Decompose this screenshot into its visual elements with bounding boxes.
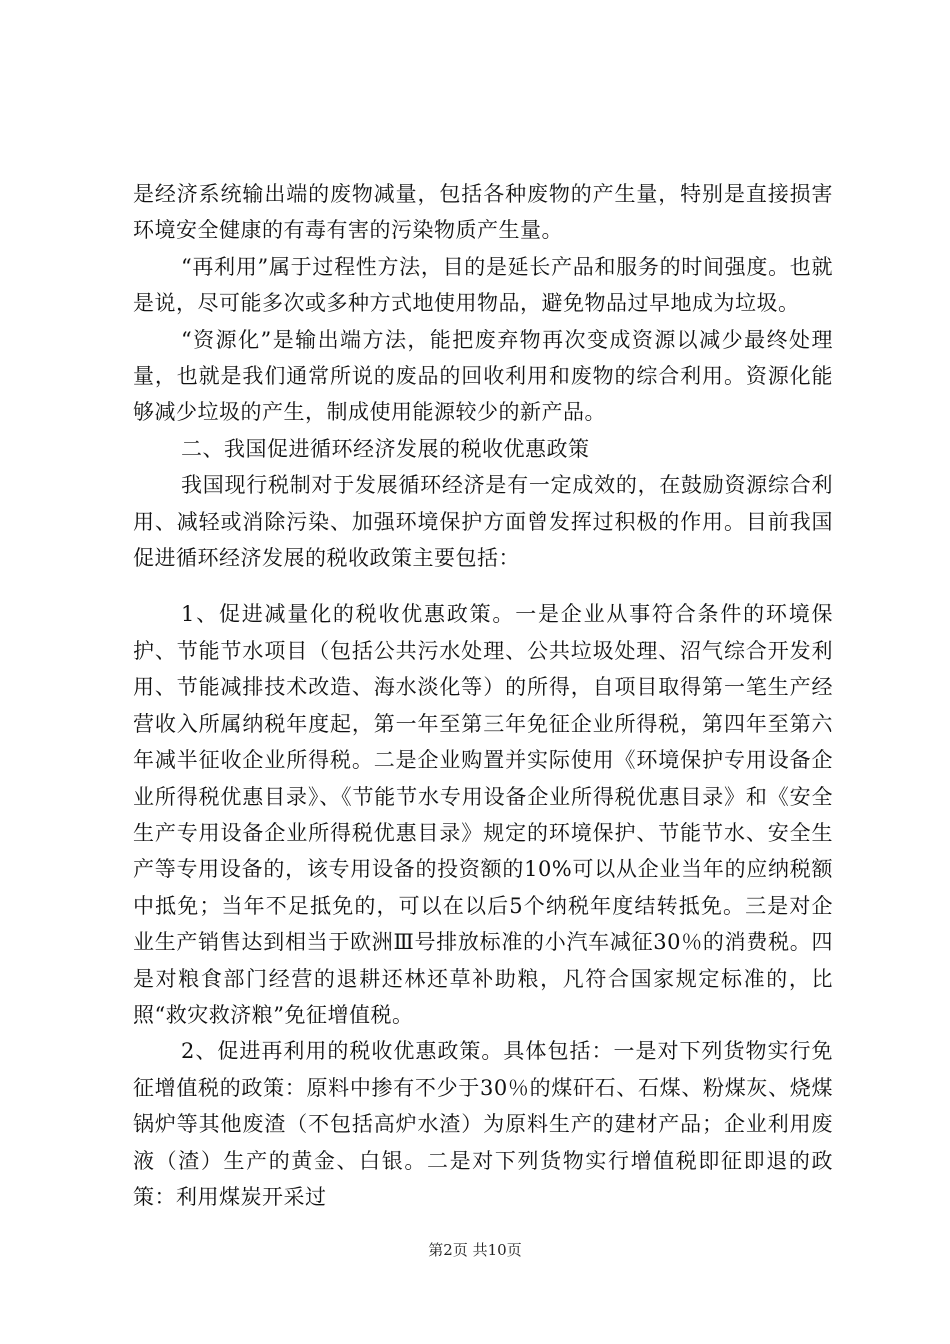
paragraph-recycling: “资源化”是输出端方法，能把废弃物再次变成资源以减少最终处理量，也就是我们通常所说的废品的回收利用和废物的综合利用。资源化能够减少垃圾的产生，制成使用能源较少的新产品。 bbox=[133, 327, 833, 425]
paragraph-reuse-policy: 2、促进再利用的税收优惠政策。具体包括：一是对下列货物实行免征增值税的政策：原料中掺有不少于30％的煤矸石、石煤、粉煤灰、烧煤锅炉等其他废渣（不包括高炉水渣）为原料生产的建材产品；企业利用废液（渣）生产的黄金、白银。二是对下列货物实行增值税即征即退的政策：利用煤炭开采过 bbox=[133, 1039, 833, 1209]
page-footer: 第2页 共10页 bbox=[428, 1241, 522, 1259]
paragraph-reuse: “再利用”属于过程性方法，目的是延长产品和服务的时间强度。也就是说，尽可能多次或多种方式地使用物品，避免物品过早地成为垃圾。 bbox=[133, 254, 833, 316]
document-body bbox=[133, 176, 833, 1215]
paragraph-waste-reduction-continued: 是经济系统输出端的废物减量，包括各种废物的产生量，特别是直接损害环境安全健康的有毒有害的污染物质产生量。 bbox=[133, 182, 833, 243]
section-heading-tax-policy: 二、我国促进循环经济发展的税收优惠政策 bbox=[181, 436, 590, 461]
paragraph-current-tax-system: 我国现行税制对于发展循环经济是有一定成效的，在鼓励资源综合利用、减轻或消除污染、加强环境保护方面曾发挥过积极的作用。目前我国促进循环经济发展的税收政策主要包括： bbox=[133, 473, 833, 571]
paragraph-reduction-policy: 1、促进减量化的税收优惠政策。一是企业从事符合条件的环境保护、节能节水项目（包括公共污水处理、公共垃圾处理、沼气综合开发利用、节能减排技术改造、海水淡化等）的所得，自项目取得第一笔生产经营收入所属纳税年度起，第一年至第三年免征企业所得税，第四年至第六年减半征收企业所得税。二是企业购置并实际使用《环境保护专用设备企业所得税优惠目录》、《节能节水专用设备企业所得税优惠目录》和《安全生产专用设备企业所得税优惠目录》规定的环境保护、节能节水、安全生产等专用设备的，该专用设备的投资额的10%可以从企业当年的应纳税额中抵免；当年不足抵免的，可以在以后5个纳税年度结转抵免。三是对企业生产销售达到相当于欧洲Ⅲ号排放标准的小汽车减征30％的消费税。四是对粮食部门经营的退耕还林还草补助粮，凡符合国家规定标准的，比照“救灾救济粮”免征增值税。 bbox=[133, 602, 833, 1027]
